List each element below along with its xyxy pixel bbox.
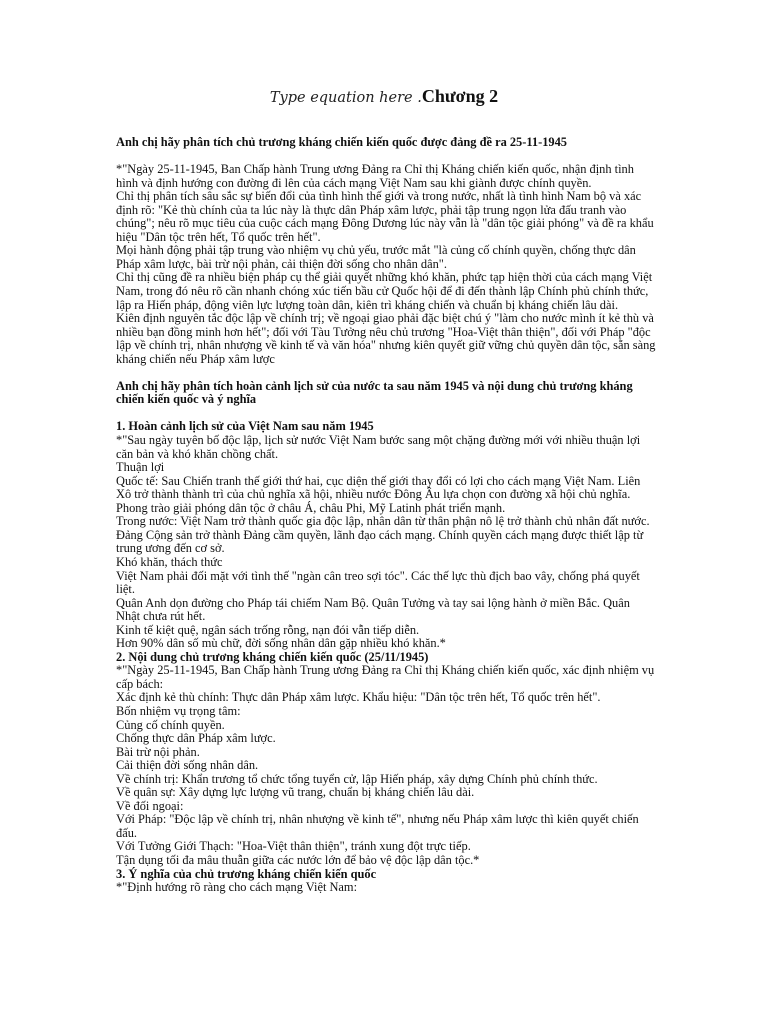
question-1-heading: Anh chị hãy phân tích chủ trương kháng chiến kiến quốc được đảng đề ra 25-11-1945 [116, 135, 567, 149]
s2-line: Với Pháp: "Độc lập về chính trị, nhân nhượng về kinh tế", nhưng nếu Pháp xâm lược thì kiên quyết chiến đấu. [116, 812, 639, 840]
s2-line: Bốn nhiệm vụ trọng tâm: [116, 703, 241, 718]
section-1-heading: 1. Hoàn cảnh lịch sử của Việt Nam sau năm 1945 [116, 419, 374, 434]
s1-line: Quân Anh dọn đường cho Pháp tái chiếm Nam Bộ. Quân Tưởng và tay sai lộng hành ở miền Bắc. Quân Nhật chưa rút hết. [116, 595, 630, 624]
spacer [116, 407, 656, 421]
s1-line: Việt Nam phải đối mặt với tình thế "ngàn cân treo sợi tóc". Các thế lực thù địch bao vây, chống phá quyết liệt. [116, 568, 640, 597]
q1-paragraph: *"Ngày 25-11-1945, Ban Chấp hành Trung ương Đảng ra Chỉ thị Kháng chiến kiến quốc, nhận định tình hình và định hướng con đường đi lên của cách mạng Việt Nam sau khi giành được chính quyền. [116, 162, 634, 190]
s2-line: Về quân sự: Xây dựng lực lượng vũ trang, chuẩn bị kháng chiến lâu dài. [116, 785, 475, 800]
s1-line: Trong nước: Việt Nam trở thành quốc gia độc lập, nhân dân từ thân phận nô lệ trở thành chủ nhân đất nước. Đảng Cộng sản trở thành Đảng cầm quyền, lãnh đạo cách mạng. Chính quyền cách mạng được thiết lập từ trung ương đến cơ sở. [116, 514, 650, 556]
document-body [116, 136, 656, 895]
s2-line: *"Ngày 25-11-1945, Ban Chấp hành Trung ương Đảng ra Chỉ thị Kháng chiến kiến quốc, xác định nhiệm vụ cấp bách: [116, 663, 655, 691]
s2-line: Củng cố chính quyền. [116, 717, 225, 732]
s2-line: Về đối ngoại: [116, 798, 184, 813]
s1-line: Thuận lợi [116, 460, 165, 475]
q1-paragraph: Mọi hành động phải tập trung vào nhiệm vụ chủ yếu, trước mắt "là củng cố chính quyền, chống thực dân Pháp xâm lược, bài trừ nội phản, cải thiện đời sống cho nhân dân". [116, 243, 636, 271]
question-2-heading: Anh chị hãy phân tích hoàn cảnh lịch sử của nước ta sau năm 1945 và nội dung chủ trương kháng chiến kiến quốc và ý nghĩa [116, 378, 633, 407]
s2-line: Về chính trị: Khẩn trương tổ chức tổng tuyển cử, lập Hiến pháp, xây dựng Chính phủ chính thức. [116, 771, 598, 786]
spacer [116, 366, 656, 380]
spacer [116, 150, 656, 164]
title-line [0, 86, 768, 107]
s1-line: Hơn 90% dân số mù chữ, đời sống nhân dân gặp nhiều khó khăn.* [116, 636, 446, 651]
s1-line: Quốc tế: Sau Chiến tranh thế giới thứ hai, cục diện thế giới thay đổi có lợi cho cách mạng Việt Nam. Liên Xô trở thành thành trì của chủ nghĩa xã hội, nhiều nước Đông Âu lựa chọn con đường xã hội chủ nghĩa. Phong trào giải phóng dân tộc ở châu Á, châu Phi, Mỹ Latinh phát triển mạnh. [116, 473, 641, 515]
s2-line: Xác định kẻ thù chính: Thực dân Pháp xâm lược. Khẩu hiệu: "Dân tộc trên hết, Tổ quốc trên hết". [116, 690, 601, 705]
section-2-heading: 2. Nội dung chủ trương kháng chiến kiến quốc (25/11/1945) [116, 649, 429, 664]
s2-line: Cải thiện đời sống nhân dân. [116, 758, 259, 773]
s2-line: Bài trừ nội phản. [116, 744, 200, 759]
s2-line: Tận dụng tối đa mâu thuẫn giữa các nước lớn để bảo vệ độc lập dân tộc.* [116, 852, 480, 867]
chapter-title: Chương 2 [421, 86, 499, 106]
s2-line: Chống thực dân Pháp xâm lược. [116, 731, 276, 746]
equation-placeholder[interactable]: Type equation here . [269, 90, 422, 106]
section-3-heading: 3. Ý nghĩa của chủ trương kháng chiến kiến quốc [116, 866, 377, 881]
q1-paragraph: Chỉ thị cũng đề ra nhiều biện pháp cụ thể giải quyết những khó khăn, phức tạp hiện thời của cách mạng Việt Nam, trong đó nêu rõ cần nhanh chóng xúc tiến bầu cử Quốc hội để đi đến thành lập Chính phủ chính thức, lập ra Hiến pháp, động viên lực lượng toàn dân, kiên trì kháng chiến và chuẩn bị kháng chiến lâu dài. [116, 270, 653, 312]
s1-line: Kinh tế kiệt quệ, ngân sách trống rỗng, nạn đói vẫn tiếp diễn. [116, 622, 420, 637]
q1-paragraph: Kiên định nguyên tắc độc lập về chính trị; về ngoại giao phải đặc biệt chú ý "làm cho nước mình ít kẻ thù và nhiều bạn đồng minh hơn hết"; đối với Tàu Tưởng nêu chủ trương "Hoa-Việt thân thiện", đối với Pháp "độc lập về chính trị, nhân nhượng về kinh tế và văn hóa" nhưng kiên quyết giữ vững chủ quyền dân tộc, sẵn sàng kháng chiến nếu Pháp xâm lược [116, 311, 656, 366]
s2-line: Với Tưởng Giới Thạch: "Hoa-Việt thân thiện", tránh xung đột trực tiếp. [116, 839, 471, 854]
s1-line: *"Sau ngày tuyên bố độc lập, lịch sử nước Việt Nam bước sang một chặng đường mới với nhiều thuận lợi căn bản và khó khăn chồng chất. [116, 433, 641, 461]
q1-paragraph: Chỉ thị phân tích sâu sắc sự biến đổi của tình hình thế giới và trong nước, nhất là tình hình Nam bộ và xác định rõ: "Kẻ thù chính của ta lúc này là thực dân Pháp xâm lược, phải tập trung ngọn lửa đấu tranh vào chúng"; nêu rõ mục tiêu của cuộc cách mạng Đông Dương lúc này vẫn là "dân tộc giải phóng" và đề ra khẩu hiệu "Dân tộc trên hết, Tổ quốc trên hết". [116, 189, 654, 244]
s1-line: Khó khăn, thách thức [116, 554, 223, 569]
s3-line: *"Định hướng rõ ràng cho cách mạng Việt Nam: [116, 880, 358, 895]
